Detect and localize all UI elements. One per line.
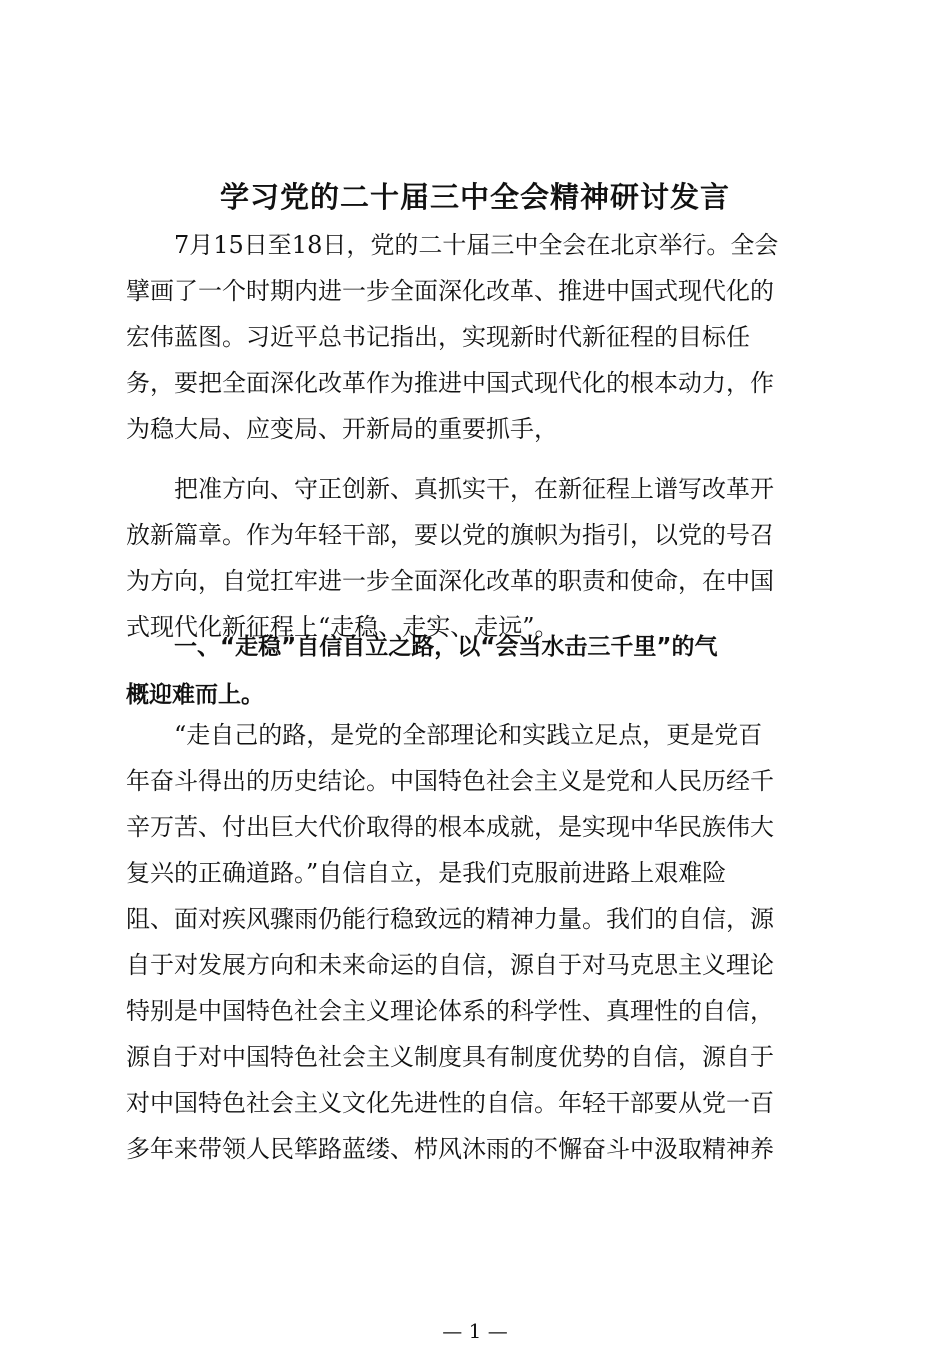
- paragraph-3-line-10: 多年来带领人民筚路蓝缕、栉风沐雨的不懈奋斗中汲取精神养: [126, 1135, 774, 1163]
- paragraph-1-line-1: 7月15日至18日，党的二十届三中全会在北京举行。全会: [174, 231, 779, 259]
- paragraph-3-line-2: 年奋斗得出的历史结论。中国特色社会主义是党和人民历经千: [126, 767, 774, 795]
- paragraph-3-line-8: 源自于对中国特色社会主义制度具有制度优势的自信，源自于: [126, 1043, 774, 1071]
- document-title: 学习党的二十届三中全会精神研讨发言: [219, 180, 730, 214]
- paragraph-3-line-9: 对中国特色社会主义文化先进性的自信。年轻干部要从党一百: [126, 1089, 774, 1117]
- section-heading-line-1: 一、“走稳”自信自立之路，以“会当水击三千里”的气: [174, 634, 718, 660]
- paragraph-3-line-6: 自于对发展方向和未来命运的自信，源自于对马克思主义理论: [126, 951, 774, 979]
- paragraph-2-line-1: 把准方向、守正创新、真抓实干，在新征程上谱写改革开: [174, 475, 774, 503]
- paragraph-1-line-2: 擘画了一个时期内进一步全面深化改革、推进中国式现代化的: [126, 277, 774, 305]
- paragraph-2-line-2: 放新篇章。作为年轻干部，要以党的旗帜为指引，以党的号召: [126, 521, 774, 549]
- paragraph-1-line-4: 务，要把全面深化改革作为推进中国式现代化的根本动力，作: [126, 369, 774, 397]
- paragraph-3-line-7: 特别是中国特色社会主义理论体系的科学性、真理性的自信，: [126, 997, 774, 1025]
- page-number: — 1 —: [442, 1319, 508, 1343]
- paragraph-3-line-3: 辛万苦、付出巨大代价取得的根本成就，是实现中华民族伟大: [126, 813, 774, 841]
- paragraph-2-line-4: 式现代化新征程上“走稳、走实、走远”。: [126, 613, 559, 641]
- paragraph-3-line-5: 阻、面对疾风骤雨仍能行稳致远的精神力量。我们的自信，源: [126, 905, 774, 933]
- paragraph-1-line-5: 为稳大局、应变局、开新局的重要抓手，: [126, 415, 558, 443]
- paragraph-3-line-1: “走自己的路，是党的全部理论和实践立足点，更是党百: [174, 721, 763, 749]
- paragraph-2-line-3: 为方向，自觉扛牢进一步全面深化改革的职责和使命，在中国: [126, 567, 774, 595]
- section-heading-line-2: 概迎难而上。: [126, 682, 264, 708]
- paragraph-3-line-4: 复兴的正确道路。”自信自立，是我们克服前进路上艰难险: [126, 859, 727, 887]
- paragraph-1-line-3: 宏伟蓝图。习近平总书记指出，实现新时代新征程的目标任: [126, 323, 750, 351]
